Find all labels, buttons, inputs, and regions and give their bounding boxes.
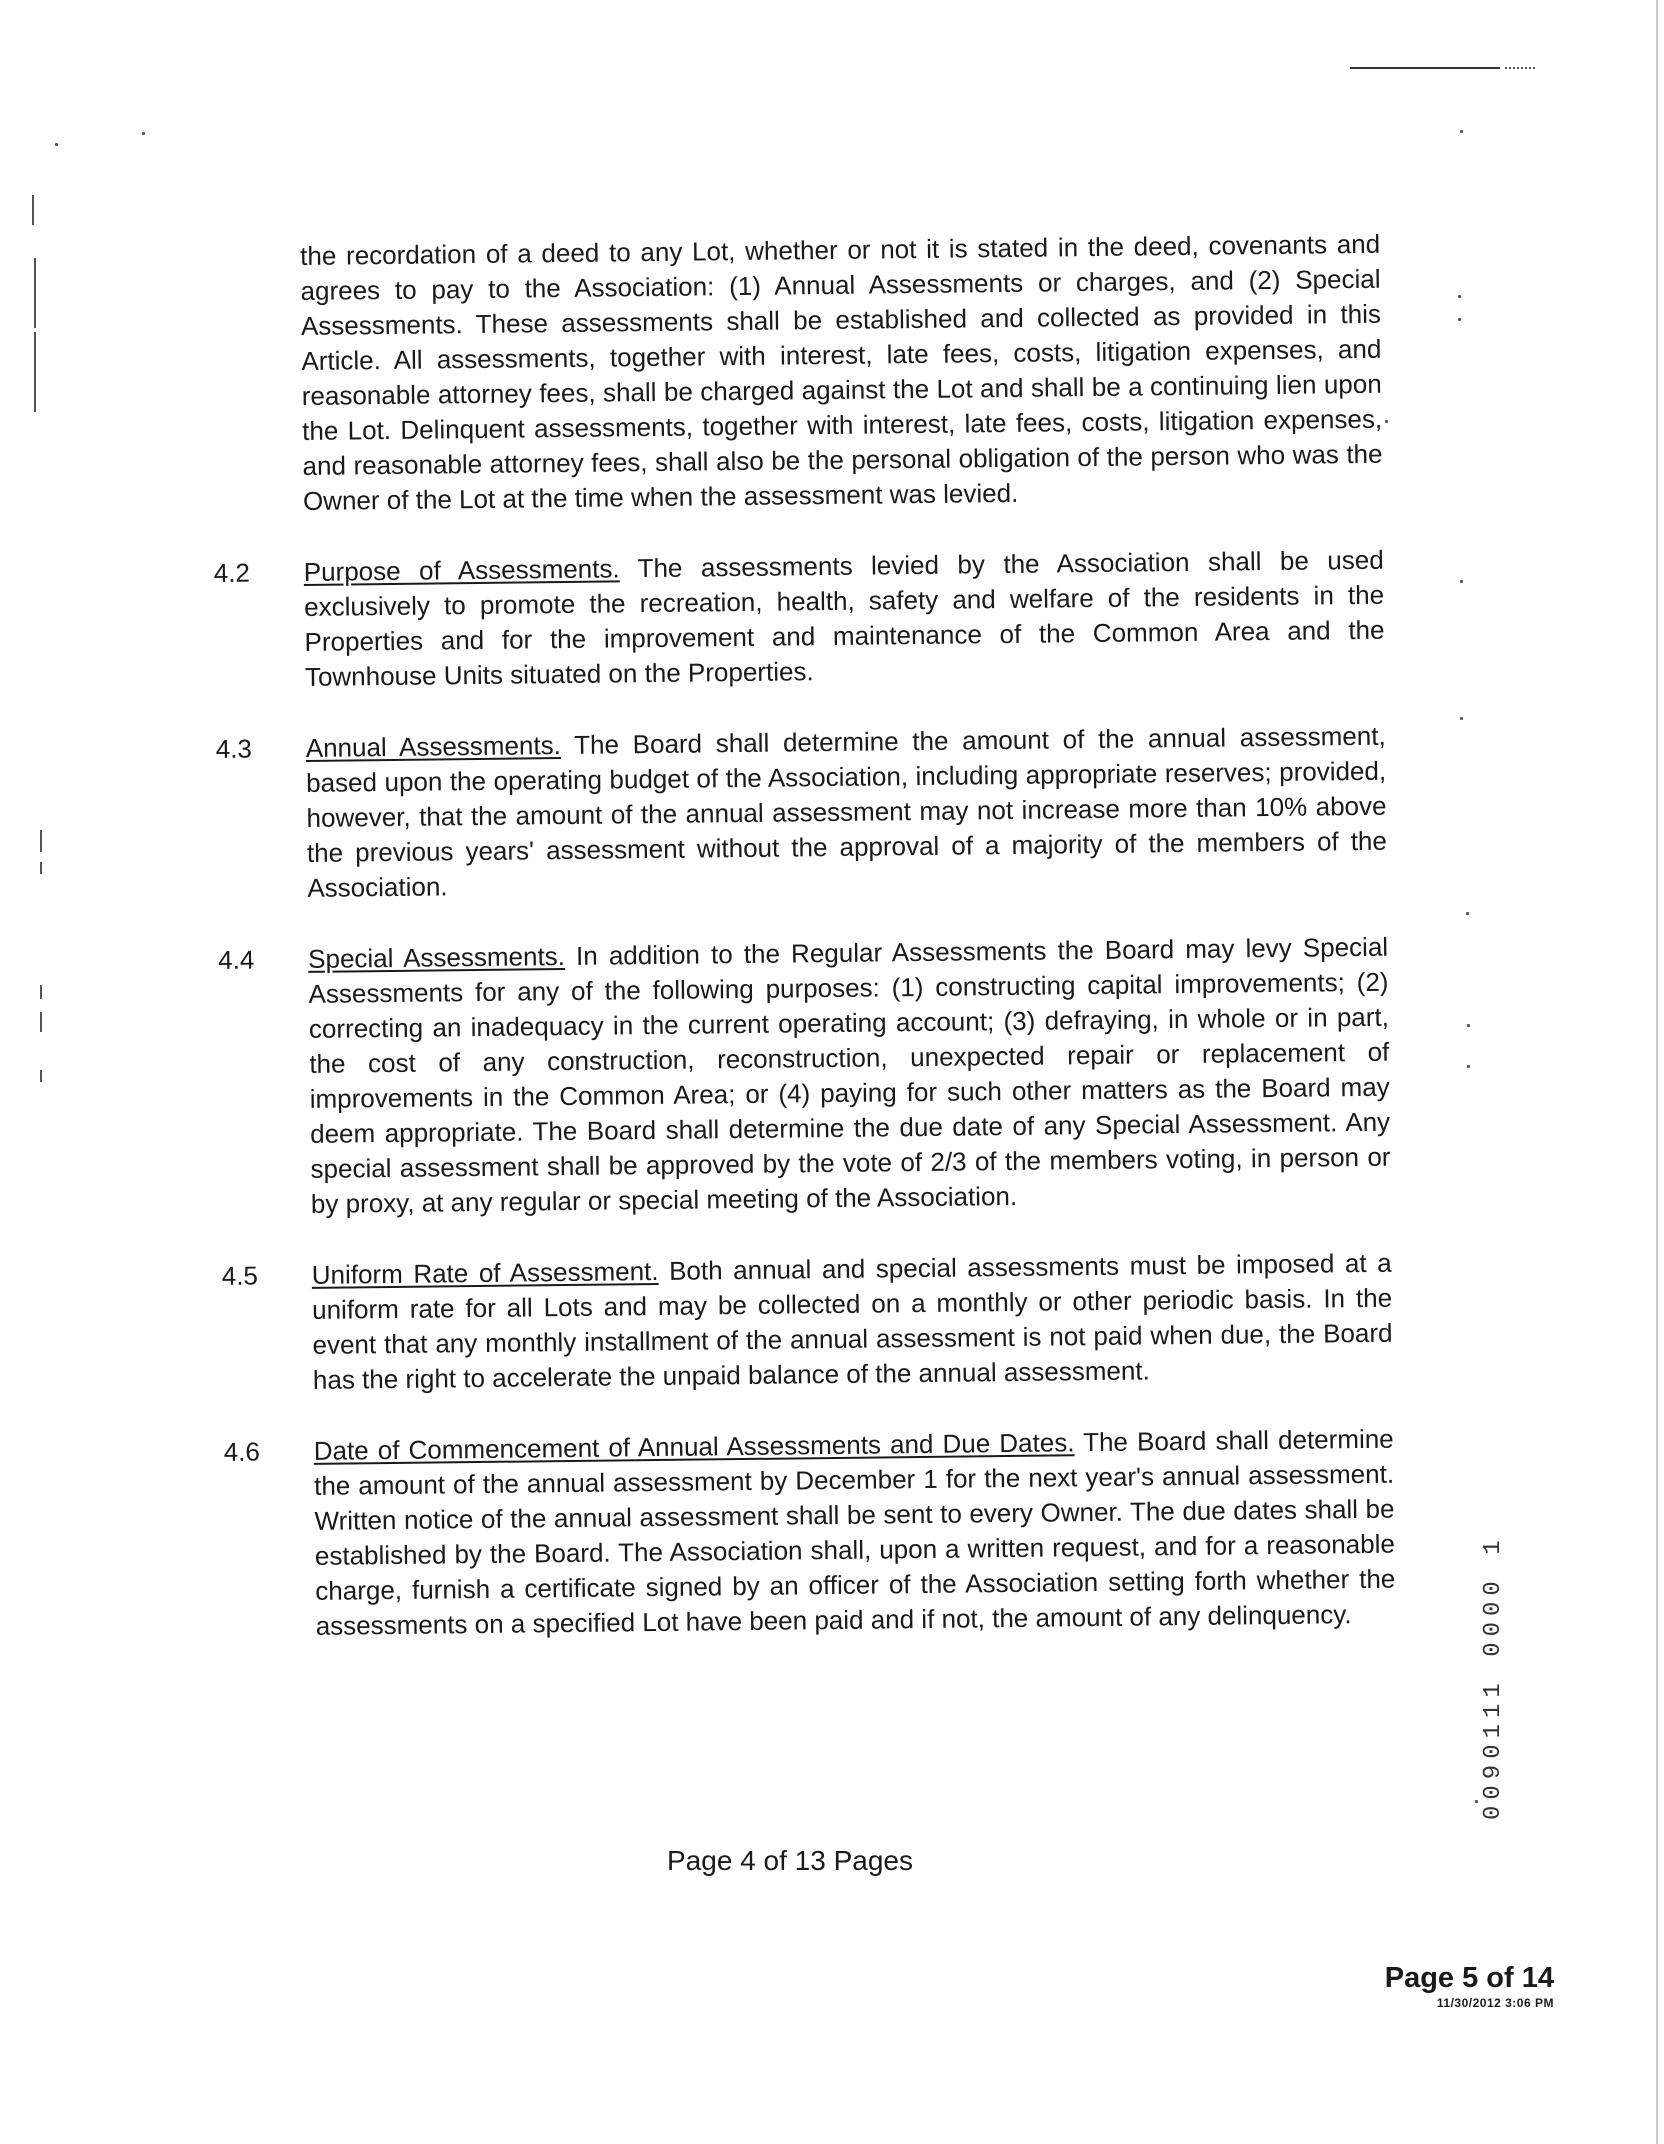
side-recording-stamp: 0090111 0000 1	[1480, 1534, 1507, 1820]
scan-mark	[1467, 1065, 1470, 1068]
section-text	[306, 719, 1388, 906]
scan-mark	[40, 1012, 42, 1032]
scan-mark	[55, 143, 58, 146]
section-4-4	[218, 930, 1391, 1223]
section-text	[308, 930, 1391, 1222]
scan-mark	[40, 985, 42, 999]
section-body: Both annual and special assessments must be imposed at a uniform rate for all Lots and may be collected on a monthly or other periodic basis. In the event that any monthly installment of the annual assessment is not paid when due, the Board has the right to accelerate the unpaid balance of the annual assessment.	[311, 1247, 1393, 1395]
section-title: Purpose of Assessments.	[303, 553, 620, 587]
scan-top-rule-dots	[1505, 67, 1535, 69]
section-body: The Board shall determine the amount of the annual assessment by December 1 for the next year's annual assessment. Written notice of the annual assessment shall be sent to every Owner. The due dates shall be established by the Board. The Association shall, upon a written request, and for a reasonable charge, furnish a certificate signed by an officer of the Association setting forth whether the assessments on a specified Lot have been paid and if not, the amount of any delinquency.	[313, 1423, 1396, 1641]
section-4-6	[224, 1422, 1396, 1645]
scan-mark	[40, 862, 42, 874]
section-title: Date of Commencement of Annual Assessments and Due Dates.	[313, 1427, 1075, 1466]
stamp-page-count: Page 5 of 14	[1384, 1962, 1554, 1994]
section-number: 4.5	[221, 1260, 259, 1291]
stamp-timestamp: 11/30/2012 3:06 PM	[1436, 1996, 1554, 2010]
section-title: Annual Assessments.	[305, 730, 562, 763]
section-title: Uniform Rate of Assessment.	[311, 1255, 659, 1290]
scan-mark	[34, 332, 36, 412]
intro-paragraph: the recordation of a deed to any Lot, whether or not it is stated in the deed, covenants and agrees to pay to the Association: (1) Annual Assessments or charges, and (2) Special Assessments. These assessments shall be established and collected as provided in this Article. All assessments, together with interest, late fees, costs, litigation expenses, and reasonable attorney fees, shall be charged against the Lot and shall be a continuing lien upon the Lot. Delinquent assessments, together with interest, late fees, costs, litigation expenses, and reasonable attorney fees, shall also be the personal obligation of the person who was the Owner of the Lot at the time when the assessment was levied.	[300, 228, 1383, 516]
section-number: 4.4	[217, 944, 255, 975]
section-text	[304, 543, 1386, 695]
section-body: The Board shall determine the amount of the annual assessment, based upon the operating budget of the Association, including appropriate reserves; provided, however, that the amount of the annual assessment may not increase more than 10% above the previous years' assessment without the approval of a majority of the members of the Association.	[305, 720, 1388, 903]
scan-mark	[1460, 130, 1463, 133]
scan-mark	[34, 258, 36, 328]
scan-mark	[1460, 580, 1463, 583]
scan-mark	[32, 195, 34, 225]
section-body: The assessments levied by the Association shall be used exclusively to promote the recreation, health, safety and welfare of the residents in the Properties and for the improvement and maintenance of the Common Area and the Townhouse Units situated on the Properties.	[303, 544, 1385, 692]
scan-top-rule	[1350, 67, 1500, 69]
scan-mark	[1475, 1800, 1478, 1803]
section-body: In addition to the Regular Assessments the Board may levy Special Assessments for any of the following purposes: (1) constructing capital improvements; (2) correcting an inadequacy in the current operating account; (3) defraying, in whole or in part, the cost of any construction, reconstruction, unexpected repair or replacement of improvements in the Common Area; or (4) paying for such other matters as the Board may deem appropriate. The Board shall determine the due date of any Special Assessment. Any special assessment shall be approved by the vote of 2/3 of the members voting, in person or by proxy, at any regular or special meeting of the Association.	[308, 931, 1391, 1219]
scan-mark	[1466, 912, 1469, 915]
scan-mark	[142, 132, 145, 135]
scan-mark	[1460, 717, 1463, 720]
scan-mark	[40, 1070, 42, 1082]
scan-mark	[1458, 318, 1461, 321]
section-4-2	[214, 543, 1386, 696]
scan-mark	[40, 830, 42, 852]
section-4-3	[216, 719, 1388, 907]
section-number: 4.3	[215, 733, 253, 764]
scan-mark	[1467, 1024, 1470, 1027]
document-body	[210, 227, 1406, 1645]
section-number: 4.6	[223, 1436, 261, 1467]
scan-mark	[1458, 295, 1461, 298]
scan-edge-line	[1656, 0, 1658, 2144]
section-text	[312, 1246, 1394, 1398]
section-title: Special Assessments.	[307, 941, 566, 974]
section-4-5	[222, 1246, 1394, 1399]
page-number-footer: Page 4 of 13 Pages	[667, 1845, 913, 1876]
filing-stamp	[1385, 1960, 1554, 2010]
section-number: 4.2	[213, 557, 251, 588]
section-text	[314, 1422, 1396, 1644]
